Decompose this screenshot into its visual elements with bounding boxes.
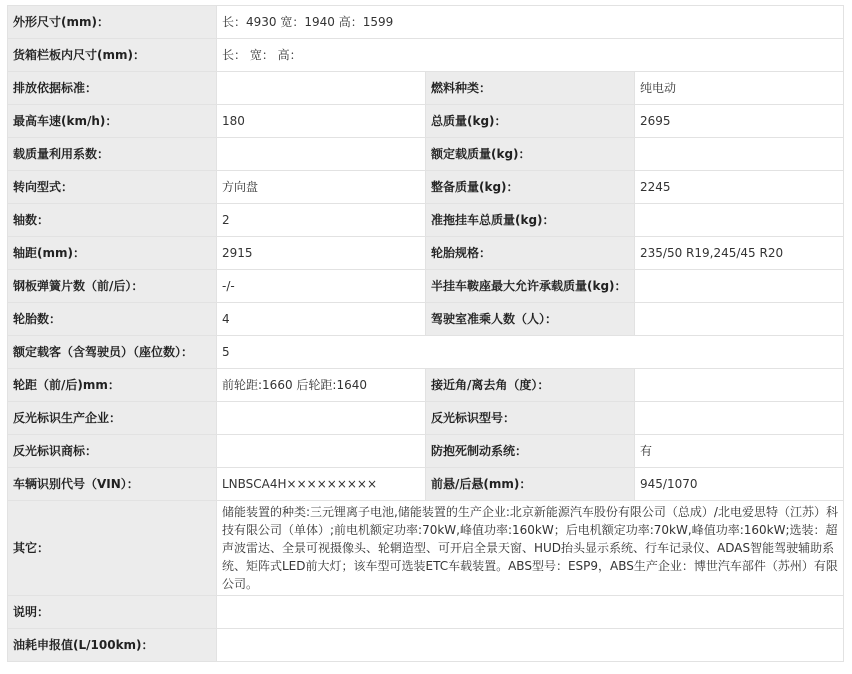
row-label-2: 整备质量(kg)： xyxy=(426,171,635,204)
other-description: 储能装置的种类:三元锂离子电池,储能装置的生产企业:北京新能源汽车股份有限公司（总成）/北电爱思特（江苏）科技有限公司（单体）;前电机额定功率:70kW,峰值功率:160kW；后电机额定功率:70kW,峰值功率:160kW;选装：超声波雷达、全景可视摄像头、轮辋造型、可开启全景天窗、HUD抬头显示系统、行车记录仪、ADAS智能驾驶辅助系统、矩阵式LED前大灯；该车型可选装ETC车载装置。ABS型号：ESP9，ABS生产企业：博世汽车部件（苏州）有限公司。 xyxy=(217,501,844,596)
table-row xyxy=(8,435,844,468)
table-row-other xyxy=(8,501,844,596)
row-value: 前轮距:1660 后轮距:1640 xyxy=(217,369,426,402)
table-row xyxy=(8,72,844,105)
table-row xyxy=(8,270,844,303)
row-value-2 xyxy=(635,204,844,237)
row-label: 钢板弹簧片数（前/后）： xyxy=(8,270,217,303)
row-label-2: 驾驶室准乘人数（人）： xyxy=(426,303,635,336)
row-label: 油耗申报值(L/100km)： xyxy=(8,629,217,662)
row-value-2: 945/1070 xyxy=(635,468,844,501)
row-value: 方向盘 xyxy=(217,171,426,204)
row-label-2: 前悬/后悬(mm)： xyxy=(426,468,635,501)
row-label: 轴数： xyxy=(8,204,217,237)
row-value-2: 2245 xyxy=(635,171,844,204)
table-row xyxy=(8,402,844,435)
row-label: 反光标识生产企业： xyxy=(8,402,217,435)
table-row xyxy=(8,204,844,237)
table-row xyxy=(8,105,844,138)
row-value-2 xyxy=(635,303,844,336)
row-value-2 xyxy=(635,270,844,303)
row-value: LNBSCA4H××××××××× xyxy=(217,468,426,501)
row-value: 长：4930 宽：1940 高：1599 xyxy=(217,6,844,39)
row-label: 轮距（前/后)mm： xyxy=(8,369,217,402)
row-label: 车辆识别代号（VIN）： xyxy=(8,468,217,501)
row-label-2: 半挂车鞍座最大允许承载质量(kg)： xyxy=(426,270,635,303)
row-value-2 xyxy=(635,138,844,171)
row-label: 排放依据标准： xyxy=(8,72,217,105)
row-label-2: 燃料种类： xyxy=(426,72,635,105)
row-value xyxy=(217,596,844,629)
table-row xyxy=(8,171,844,204)
row-value xyxy=(217,402,426,435)
row-label: 外形尺寸(mm)： xyxy=(8,6,217,39)
row-label: 说明： xyxy=(8,596,217,629)
row-value: -/- xyxy=(217,270,426,303)
table-row xyxy=(8,39,844,72)
vehicle-spec-table xyxy=(7,5,844,662)
row-label: 反光标识商标： xyxy=(8,435,217,468)
row-label-2: 轮胎规格： xyxy=(426,237,635,270)
row-label: 载质量利用系数： xyxy=(8,138,217,171)
row-value: 2915 xyxy=(217,237,426,270)
row-value-2 xyxy=(635,369,844,402)
row-value-2: 235/50 R19,245/45 R20 xyxy=(635,237,844,270)
row-label: 其它： xyxy=(8,501,217,596)
table-row xyxy=(8,237,844,270)
table-row xyxy=(8,369,844,402)
row-label: 转向型式： xyxy=(8,171,217,204)
table-row xyxy=(8,596,844,629)
table-row xyxy=(8,6,844,39)
row-label-2: 总质量(kg)： xyxy=(426,105,635,138)
table-row xyxy=(8,138,844,171)
row-value-2 xyxy=(635,402,844,435)
row-label: 轮胎数： xyxy=(8,303,217,336)
row-label: 最高车速(km/h)： xyxy=(8,105,217,138)
row-value xyxy=(217,72,426,105)
row-value: 长： 宽： 高： xyxy=(217,39,844,72)
table-row xyxy=(8,468,844,501)
row-value-2: 2695 xyxy=(635,105,844,138)
row-label: 货箱栏板内尺寸(mm)： xyxy=(8,39,217,72)
table-row xyxy=(8,303,844,336)
row-label-2: 额定载质量(kg)： xyxy=(426,138,635,171)
row-value: 180 xyxy=(217,105,426,138)
row-value: 5 xyxy=(217,336,844,369)
row-value: 4 xyxy=(217,303,426,336)
row-label-2: 准拖挂车总质量(kg)： xyxy=(426,204,635,237)
row-value-2: 有 xyxy=(635,435,844,468)
row-value-2: 纯电动 xyxy=(635,72,844,105)
row-label: 额定载客（含驾驶员）（座位数）： xyxy=(8,336,217,369)
row-value xyxy=(217,435,426,468)
row-label: 轴距(mm)： xyxy=(8,237,217,270)
row-value: 2 xyxy=(217,204,426,237)
row-label-2: 反光标识型号： xyxy=(426,402,635,435)
row-label-2: 接近角/离去角（度）： xyxy=(426,369,635,402)
table-row xyxy=(8,336,844,369)
row-label-2: 防抱死制动系统： xyxy=(426,435,635,468)
table-row xyxy=(8,629,844,662)
row-value xyxy=(217,629,844,662)
row-value xyxy=(217,138,426,171)
